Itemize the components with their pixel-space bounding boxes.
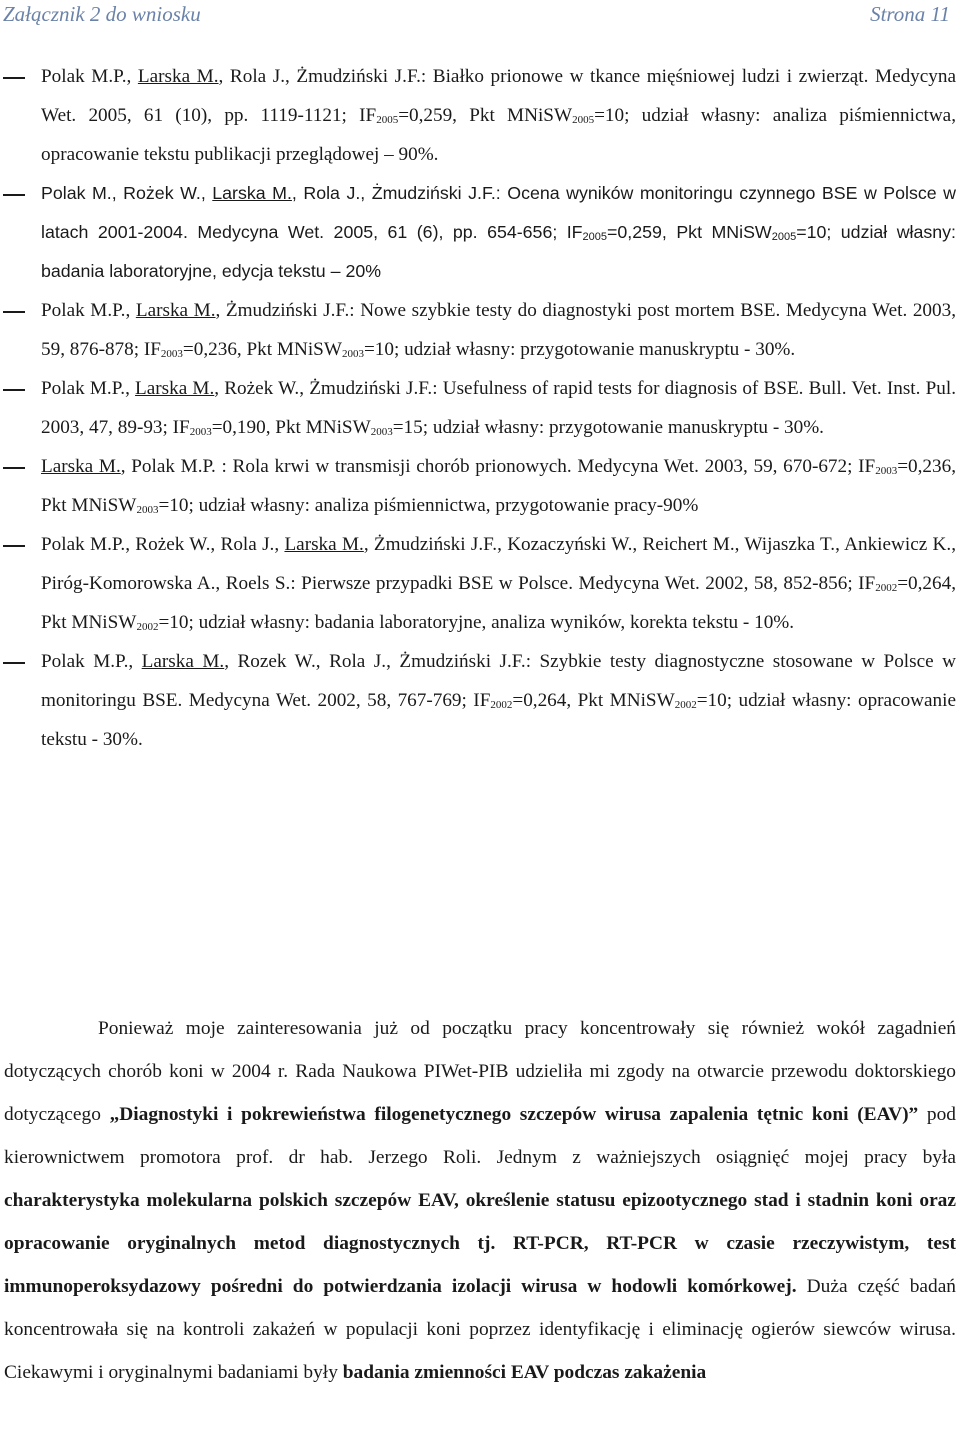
year-subscript: 2002 [875,582,898,594]
text-segment: =10; udział własny: analiza piśmiennictwa, opracowanie tekstu publikacji przeglądowej – 90%. [41,105,956,165]
text-segment: =0,259, Pkt MNiSW [607,222,772,242]
text-segment: =0,190, Pkt MNiSW [211,417,371,438]
year-subscript: 2005 [572,114,595,126]
year-subscript: 2002 [674,699,697,711]
text-segment: =0,236, Pkt MNiSW [182,339,342,360]
author-highlight: Larska M. [41,456,121,477]
year-subscript: 2005 [376,114,399,126]
text-segment: pod kierownictwem promotora prof. dr hab. Jerzego Roli. Jednym z ważniejszych osiągnięć mojej pracy była [4,1104,956,1169]
bold-text: „Diagnostyki i pokrewieństwa filogenetycznego szczepów wirusa zapalenia tętnic koni (EAV)” [109,1104,919,1126]
header-page-number: Strona 11 [870,2,950,26]
text-segment: , Rozek W., Rola J., Żmudziński J.F.: Szybkie testy diagnostyczne stosowane w Polsce w monitoringu BSE. Medycyna Wet. 2002, 58, 767-769; IF [41,651,956,711]
year-subscript: 2003 [875,465,898,477]
year-subscript: 2003 [160,348,183,360]
text-segment: , Polak M.P. : Rola krwi w transmisji chorób prionowych. Medycyna Wet. 2003, 59, 670-672; IF [120,456,876,477]
text-segment: Polak M.P., Rożek W., Rola J., [41,534,285,555]
year-subscript: 2002 [490,699,513,711]
text-segment: =0,259, Pkt MNiSW [398,105,573,126]
year-subscript: 2003 [341,348,364,360]
bibliography-item [0,525,960,642]
text-segment: , Rożek W., Żmudziński J.F.: Usefulness of rapid tests for diagnosis of BSE. Bull. Vet. Inst. Pul. 2003, 47, 89-93; IF [41,378,956,438]
author-highlight: Larska M. [141,651,225,672]
body-paragraph [4,1007,956,1394]
author-highlight: Larska M. [212,183,292,203]
text-segment: =0,264, Pkt MNiSW [512,690,675,711]
text-segment: =0,264, Pkt MNiSW [41,573,956,633]
text-segment: =10; udział własny: przygotowanie manuskryptu - 30%. [363,339,796,360]
text-segment: , Rola J., Żmudziński J.F.: Ocena wyników monitoringu czynnego BSE w Polsce w latach 2001-2004. Medycyna Wet. 2005, 61 (6), pp. 654-656; IF [41,183,957,242]
year-subscript: 2002 [136,621,159,633]
header-attachment-title: Załącznik 2 do wniosku [3,2,201,26]
text-segment: Polak M.P., [41,378,136,399]
text-segment: =10; udział własny: badania laboratoryjne, analiza wyników, korekta tekstu - 10%. [158,612,795,633]
bold-text: badania zmienności EAV podczas zakażenia [342,1362,707,1384]
text-segment: , Rola J., Żmudziński J.F.: Białko prionowe w tkance mięśniowej ludzi i zwierząt. Medycyna Wet. 2005, 61 (10), pp. 1119-1121; IF [41,66,956,126]
author-highlight: Larska M. [284,534,364,555]
text-segment: Duża część badań koncentrowała się na kontroli zakażeń w populacji koni poprzez identyfikację i eliminację ogierów siewców wirusa. Ciekawymi i oryginalnymi badaniami były [4,1276,956,1384]
year-subscript: 2003 [136,504,159,516]
text-segment: , Żmudziński J.F., Kozaczyński W., Reichert M., Wijaszka T., Ankiewicz K., Piróg-Komorowska A., Roels S.: Pierwsze przypadki BSE w Polsce. Medycyna Wet. 2002, 58, 852-856; IF [41,534,956,594]
text-segment: =10; udział własny: analiza piśmiennictwa, przygotowanie pracy-90% [158,495,699,516]
text-segment: =0,236, Pkt MNiSW [41,456,957,516]
bibliography-list [0,57,960,759]
text-segment: =10; udział własny: opracowanie tekstu - 30%. [41,690,956,750]
text-segment: Polak M., Rożek W., [41,183,213,203]
year-subscript: 2003 [189,426,212,438]
bibliography-item [0,174,960,291]
text-segment: Polak M.P., [41,300,136,321]
text-segment: Ponieważ moje zainteresowania już od początku pracy koncentrowały się również wokół zagadnień dotyczących chorób koni w 2004 r. Rada Naukowa PIWet-PIB udzieliła mi zgody na otwarcie przewodu doktorskiego dotyczącego [4,1018,956,1126]
text-segment: , Żmudziński J.F.: Nowe szybkie testy do diagnostyki post mortem BSE. Medycyna Wet. 2003, 59, 876-878; IF [41,300,957,360]
text-segment: =10; udział własny: badania laboratoryjne, edycja tekstu – 20% [41,222,957,281]
bibliography-item [0,57,960,174]
author-highlight: Larska M. [135,300,216,321]
bibliography-item [0,447,960,525]
page-header [0,0,960,30]
text-segment: =15; udział własny: przygotowanie manuskryptu - 30%. [392,417,824,438]
text-segment: Polak M.P., [41,66,138,87]
year-subscript: 2005 [582,231,608,243]
year-subscript: 2003 [370,426,393,438]
bibliography-item [0,291,960,369]
bibliography-item [0,642,960,759]
bold-text: charakterystyka molekularna polskich szczepów EAV, określenie statusu epizootycznego stad i stadnin koni oraz opracowanie oryginalnych metod diagnostycznych tj. RT-PCR, RT-PCR w czasie rzeczywistym, test immunoperoksydazowy pośredni do potwierdzania izolacji wirusa w hodowli komórkowej. [4,1190,956,1298]
year-subscript: 2005 [771,231,797,243]
author-highlight: Larska M. [137,66,219,87]
bibliography-item [0,369,960,447]
author-highlight: Larska M. [135,378,215,399]
text-segment: Polak M.P., [41,651,142,672]
